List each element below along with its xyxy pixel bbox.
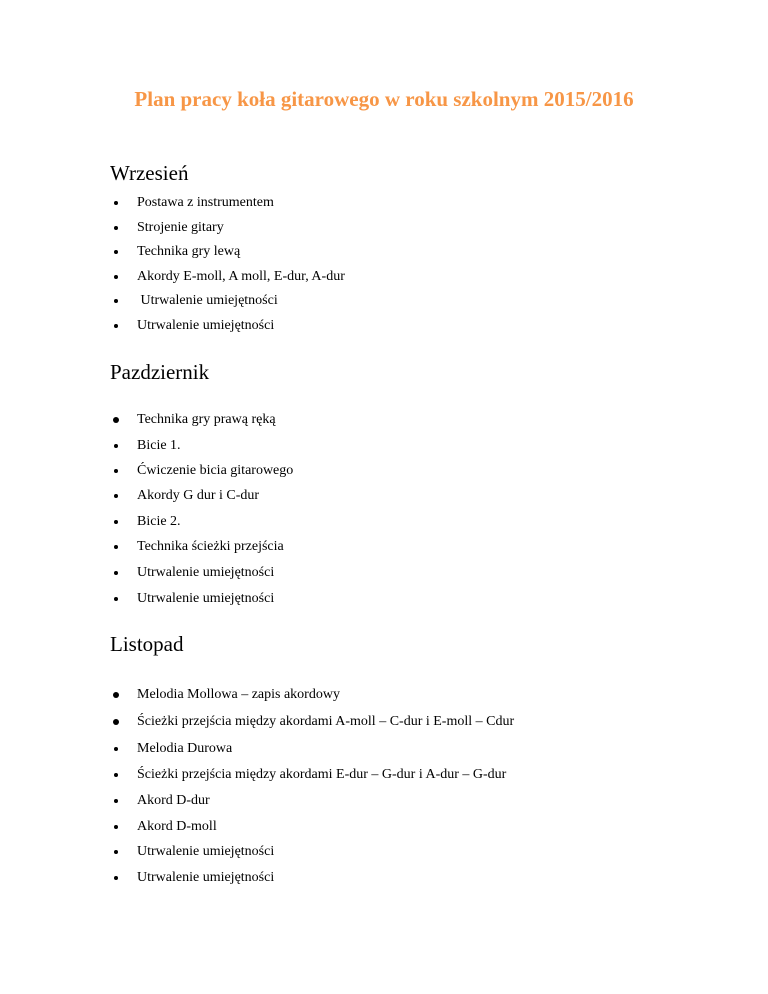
- bullet-icon: [114, 324, 118, 328]
- bullet-icon: [114, 250, 118, 254]
- section-heading: Listopad: [110, 632, 184, 656]
- bullet-icon: [113, 417, 119, 423]
- document-title: Plan pracy koła gitarowego w roku szkolnym 2015/2016: [134, 87, 634, 111]
- bullet-icon: [114, 444, 118, 448]
- bullet-icon: [113, 719, 119, 725]
- bullet-icon: [114, 545, 118, 549]
- bullet-icon: [114, 226, 118, 230]
- bullet-icon: [114, 299, 118, 303]
- bullet-icon: [114, 850, 118, 854]
- bullet-icon: [114, 747, 118, 751]
- bullet-icon: [114, 469, 118, 473]
- bullet-icon: [114, 275, 118, 279]
- bullet-icon: [114, 571, 118, 575]
- bullet-icon: [114, 799, 118, 803]
- bullet-icon: [114, 876, 118, 880]
- bullet-icon: [113, 692, 119, 698]
- bullet-icon: [114, 520, 118, 524]
- bullet-icon: [114, 494, 118, 498]
- bullet-icon: [114, 773, 118, 777]
- section-pazdziernik: Pazdziernik Technika gry prawą ręką Bicie 1. Ćwiczenie bicia gitarowego Akordy G dur i C-dur Bicie 2. Technika ścieżki przejścia Utrwalenie umiejętności Utrwalenie umiejętności: [110, 359, 670, 385]
- section-wrzesien: Wrzesień Postawa z instrumentem Strojenie gitary Technika gry lewą Akordy E-moll, A moll, E-dur, A-dur Utrwalenie umiejętności Utrwalenie umiejętności: [110, 160, 670, 186]
- section-heading: Pazdziernik: [110, 360, 210, 384]
- bullet-icon: [114, 201, 118, 205]
- section-heading: Wrzesień: [110, 161, 189, 185]
- bullet-icon: [114, 597, 118, 601]
- bullet-icon: [114, 825, 118, 829]
- section-listopad: Listopad Melodia Mollowa – zapis akordowy Ścieżki przejścia między akordami A-moll – C-dur i E-moll – Cdur Melodia Durowa Ścieżki przejścia między akordami E-dur – G-dur i A-dur – G-dur Akord D-dur Akord D-moll Utrwalenie umiejętności Utrwalenie umiejętności: [110, 631, 670, 657]
